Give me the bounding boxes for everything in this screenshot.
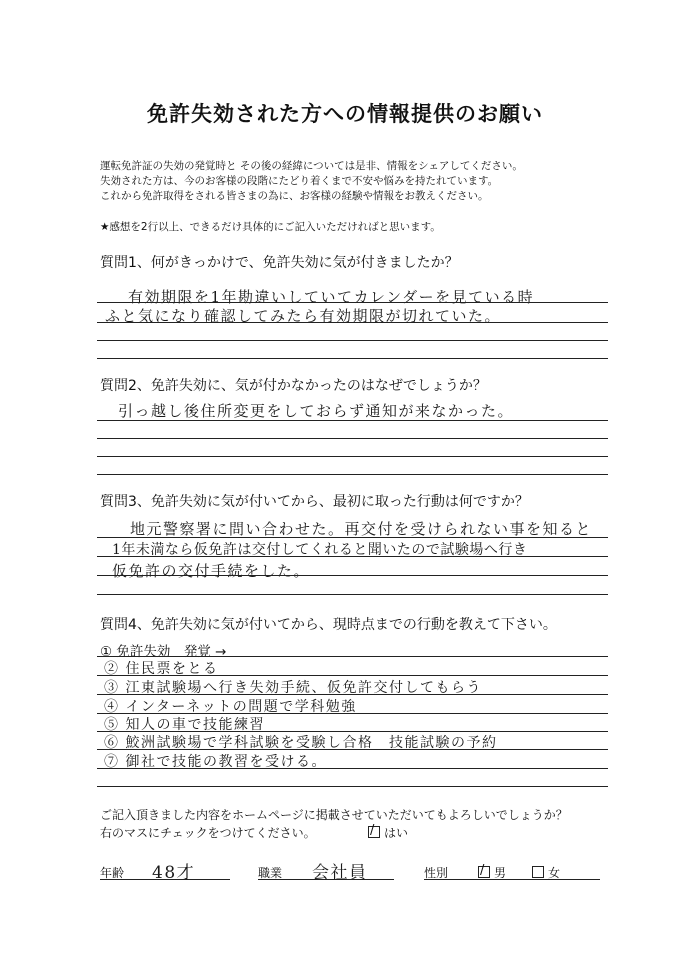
intro-text — [100, 159, 523, 204]
answer-1-line-2[interactable]: ふと気になり確認してみたら有効期限が切れていた。 — [105, 307, 502, 325]
female-label: 女 — [548, 866, 561, 880]
answer-line — [97, 322, 608, 323]
job-underline — [258, 879, 394, 880]
answer-3-line-3[interactable]: 仮免許の交付手続をした。 — [112, 562, 311, 580]
question-3-label: 質問3、免許失効に気が付いてから、最初に取った行動は何ですか？ — [100, 494, 529, 510]
answer-3-line-1[interactable]: 地元警察署に問い合わせた。再交付を受けられない事を知ると — [130, 520, 593, 538]
intro-line: 失効された方は、今のお客様の段階にたどり着くまで不安や悩みを持たれています。 — [100, 175, 499, 187]
consent-yes-label: はい — [384, 826, 409, 840]
consent-line: ご記入頂きました内容をホームページに掲載させていただいてもよろしいでしょうか？ — [100, 808, 568, 822]
instruction-note: ★感想を2行以上、できるだけ具体的にご記入いただければと思います。 — [100, 221, 441, 233]
answer-line — [97, 675, 608, 676]
answer-line — [97, 556, 608, 557]
step-item[interactable]: ⑦ 御社で技能の教習を受ける。 — [104, 754, 327, 770]
checkbox-icon[interactable] — [532, 866, 544, 878]
answer-2-line-1[interactable]: 引っ越し後住所変更をしておらず通知が来なかった。 — [118, 402, 515, 420]
answer-line — [97, 694, 608, 695]
gender-underline — [424, 879, 600, 880]
checkbox-icon[interactable] — [478, 866, 490, 878]
gender-label: 性別 — [424, 866, 449, 880]
step-item: ① 免許失効 発覚 → — [100, 644, 227, 660]
answer-line — [97, 656, 608, 657]
consent-line: 右のマスにチェックをつけてください。 — [100, 826, 316, 840]
answer-line — [97, 749, 608, 750]
consent-text — [100, 806, 568, 842]
step-item[interactable]: ④ インターネットの問題で学科勉強 — [104, 699, 357, 715]
checkbox-icon[interactable] — [368, 826, 380, 838]
step-item[interactable]: ② 住民票をとる — [104, 661, 219, 677]
answer-line — [97, 438, 608, 439]
male-label: 男 — [494, 866, 507, 880]
answer-line — [97, 358, 608, 359]
intro-line: 運転免許証の失効の発覚時と その後の経緯については是非、情報をシェアしてください。 — [100, 160, 523, 172]
job-value[interactable]: 会社員 — [312, 863, 368, 883]
step-item[interactable]: ③ 江東試験場へ行き失効手続、仮免許交付してもらう — [104, 680, 482, 696]
job-label: 職業 — [258, 866, 283, 880]
age-label: 年齢 — [100, 866, 125, 880]
answer-line — [97, 474, 608, 475]
answer-line — [97, 456, 608, 457]
consent-checkbox[interactable] — [368, 824, 408, 841]
question-1-label: 質問1、何がきっかけで、免許失効に気が付きましたか？ — [100, 255, 459, 271]
answer-line — [97, 302, 608, 303]
step-item[interactable]: ⑤ 知人の車で技能練習 — [104, 717, 265, 733]
answer-line — [97, 575, 608, 576]
answer-line — [97, 420, 608, 421]
age-underline — [100, 879, 230, 880]
answer-1-line-1[interactable]: 有効期限を1年勘違いしていてカレンダーを見ている時 — [128, 288, 535, 306]
answer-line — [97, 786, 608, 787]
form-title: 免許失効された方への情報提供のお願い — [147, 102, 543, 126]
answer-line — [97, 594, 608, 595]
answer-line — [97, 340, 608, 341]
question-4-label: 質問4、免許失効に気が付いてから、現時点までの行動を教えて下さい。 — [100, 617, 557, 633]
intro-line: これから免許取得をされる皆さまの為に、お客様の経験や情報をお教えください。 — [100, 190, 489, 202]
answer-line — [97, 537, 608, 538]
age-value[interactable]: 48才 — [152, 863, 196, 883]
question-2-label: 質問2、免許失効に、気が付かなかったのはなぜでしょうか？ — [100, 378, 487, 394]
answer-line — [97, 768, 608, 769]
step-item[interactable]: ⑥ 鮫洲試験場で学科試験を受験し合格 技能試験の予約 — [104, 735, 498, 751]
answer-3-line-2[interactable]: 1年未満なら仮免許は交付してくれると聞いたので試験場へ行き — [112, 542, 528, 558]
